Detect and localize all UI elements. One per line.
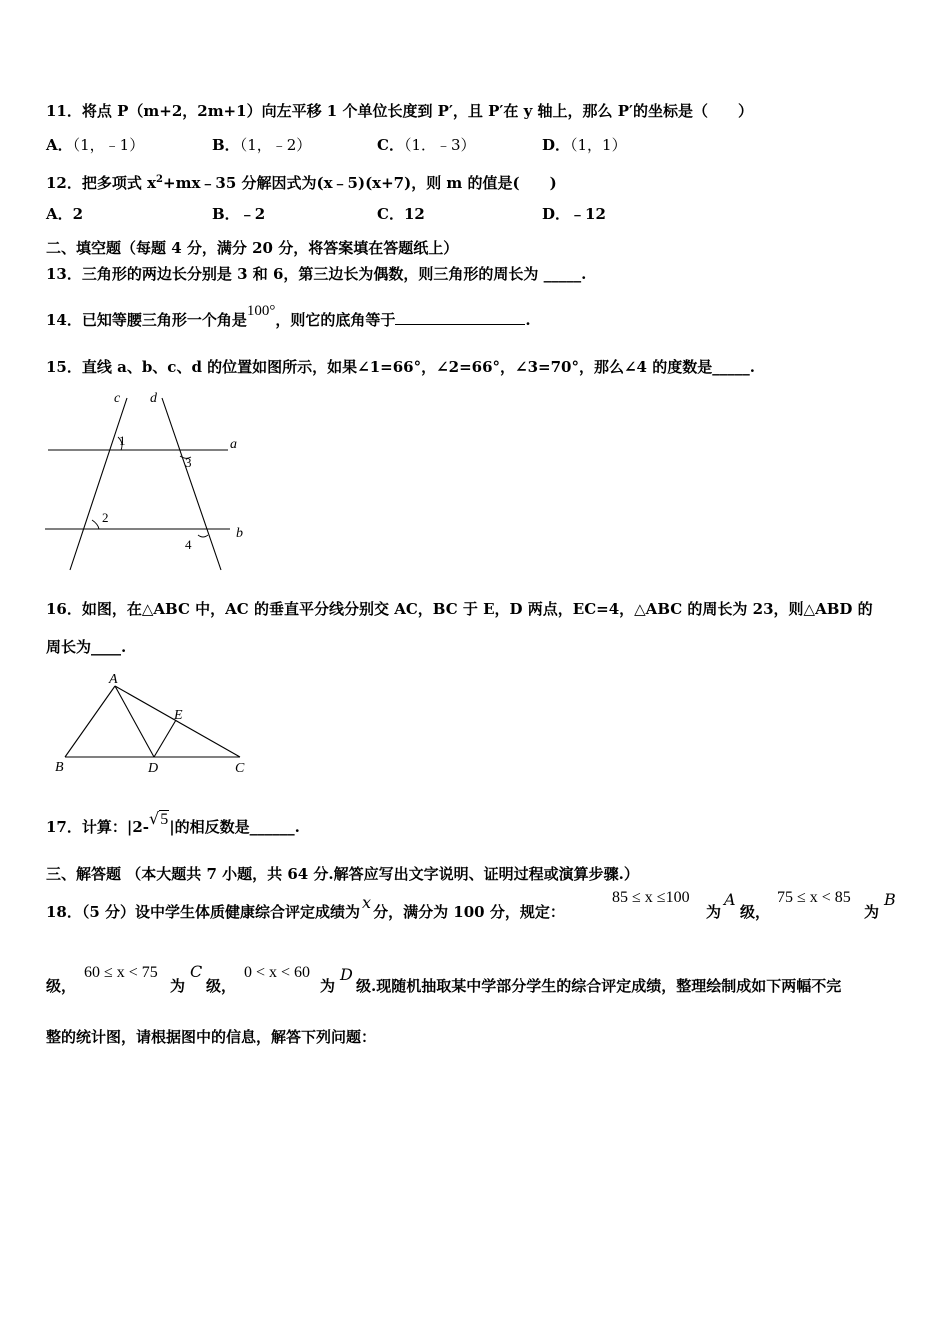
label-angle-1: 1 bbox=[119, 433, 126, 448]
label-d: d bbox=[150, 391, 157, 406]
range-a: 85 ≤ x ≤100 bbox=[612, 889, 690, 906]
q11-option-a: A．（1，﹣1） bbox=[46, 136, 145, 154]
label-B: B bbox=[55, 760, 64, 775]
range-b: 75 ≤ x < 85 bbox=[777, 889, 851, 906]
question-13: 13．三角形的两边长分别是 3 和 6，第三边长为偶数，则三角形的周长为 _____. bbox=[46, 265, 587, 283]
label-b: b bbox=[236, 526, 243, 541]
q12-option-c: C．12 bbox=[377, 205, 425, 223]
line-c bbox=[70, 398, 127, 570]
grade-d: D bbox=[340, 965, 353, 984]
question-11-stem: 11．将点 P（m+2，2m+1）向左平移 1 个单位长度到 P′，且 P′在 y 轴上，那么 P′的坐标是（ ） bbox=[46, 102, 753, 120]
q12-option-a: A．2 bbox=[46, 205, 84, 223]
grade-a: A bbox=[724, 890, 736, 909]
label-angle-2: 2 bbox=[102, 510, 109, 525]
question-14: 14．已知等腰三角形一个角是100°，则它的底角等于 . bbox=[46, 303, 531, 329]
label-angle-4: 4 bbox=[185, 537, 192, 552]
question-15: 15．直线 a、b、c、d 的位置如图所示，如果∠1=66°，∠2=66°，∠3=70°，那么∠4 的度数是_____. bbox=[46, 358, 755, 376]
label-C: C bbox=[235, 761, 245, 776]
q12-option-b: B．﹣2 bbox=[212, 205, 266, 223]
q11-option-d: D．（1，1） bbox=[542, 136, 627, 154]
label-E: E bbox=[174, 708, 183, 723]
q12-option-d: D．﹣12 bbox=[542, 205, 606, 223]
question-18-line-3: 整的统计图，请根据图中的信息，解答下列问题： bbox=[46, 1028, 377, 1046]
question-18-line-1: 18．（5 分）设中学生体质健康综合评定成绩为 x 分，满分为 100 分，规定： bbox=[46, 893, 565, 921]
label-c: c bbox=[114, 391, 121, 406]
q16-triangle-figure bbox=[48, 668, 258, 780]
q18-word-wei-1: 为 bbox=[706, 903, 722, 921]
question-16-line-1: 16．如图，在△ABC 中，AC 的垂直平分线分别交 AC，BC 于 E，D 两点，EC=4，△ABC 的周长为 23，则△ABD 的 bbox=[46, 600, 873, 618]
line-d bbox=[162, 398, 221, 570]
range-c: 60 ≤ x < 75 bbox=[84, 964, 158, 981]
sqrt-5: √5 bbox=[149, 809, 169, 828]
question-17: 17．计算：|2-√5|的相反数是______. bbox=[46, 809, 300, 836]
label-A: A bbox=[109, 672, 118, 687]
angle-2-arc bbox=[92, 520, 99, 529]
q18-ji-1: 级， bbox=[740, 903, 771, 921]
q18-word-wei-4: 为 bbox=[320, 977, 336, 995]
grade-c: C bbox=[190, 962, 203, 981]
label-D: D bbox=[148, 761, 159, 776]
range-d: 0 < x < 60 bbox=[244, 964, 311, 981]
label-angle-3: 3 bbox=[185, 455, 192, 470]
question-12-stem: 12．把多项式 $x^2+mx﹣35$ 分解因式为(x﹣5)(x+7)，则 m 的值是( ) bbox=[46, 174, 557, 192]
q18-word-wei-3: 为 bbox=[170, 977, 186, 995]
q18-ji-2: 级， bbox=[46, 977, 77, 995]
q11-option-b: B．（1，﹣2） bbox=[212, 136, 312, 154]
q18-line-2-rest: 级.现随机抽取某中学部分学生的综合评定成绩，整理绘制成如下两幅不完 bbox=[356, 977, 842, 995]
q18-ji-3: 级， bbox=[206, 977, 237, 995]
section-3-heading: 三、解答题 （本大题共 7 小题，共 64 分.解答应写出文字说明、证明过程或演算步骤.） bbox=[46, 865, 639, 883]
segment-de bbox=[154, 720, 176, 757]
q11-option-c: C．（1．﹣3） bbox=[377, 136, 476, 154]
q15-lines-figure bbox=[40, 385, 260, 580]
q18-word-wei-2: 为 bbox=[864, 903, 880, 921]
section-2-heading: 二、填空题（每题 4 分，满分 20 分，将答案填在答题纸上） bbox=[46, 239, 459, 257]
angle-4-arc bbox=[198, 535, 208, 537]
segment-ab bbox=[65, 686, 115, 757]
label-a: a bbox=[230, 437, 237, 452]
grade-b: B bbox=[884, 890, 896, 909]
question-16-line-2: 周长为____. bbox=[46, 638, 127, 656]
